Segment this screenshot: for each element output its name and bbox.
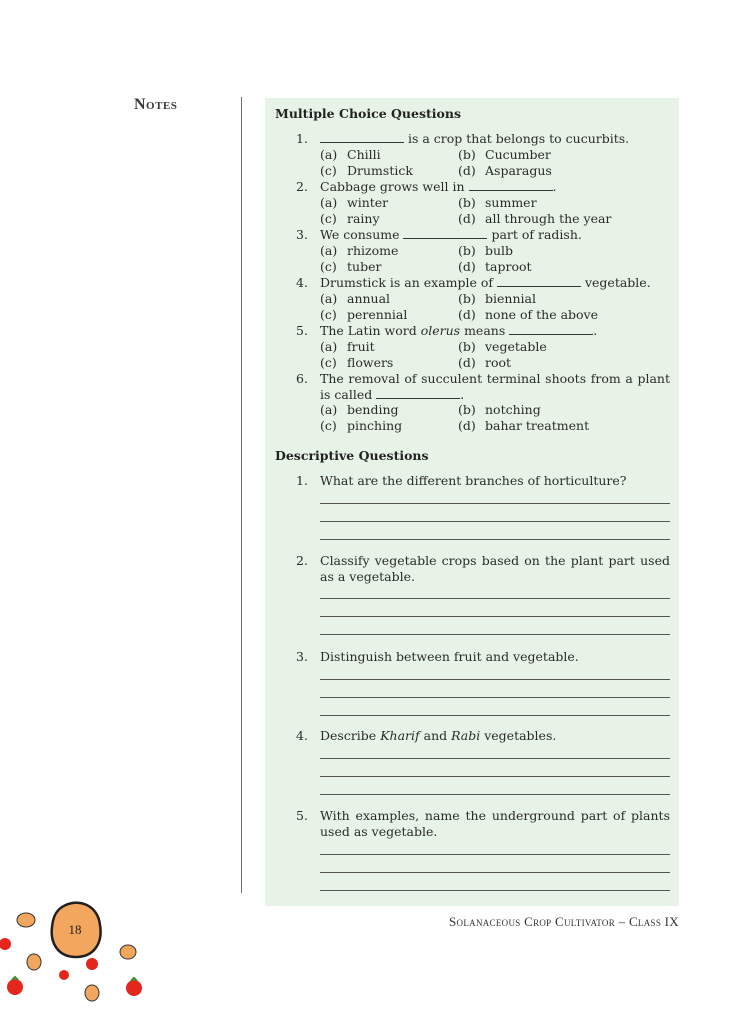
mcq-options-1 [320, 147, 650, 178]
option-b: (b) biennial [458, 291, 536, 306]
question-number: 2. [296, 179, 308, 194]
potato-icon [85, 985, 99, 1001]
question-stem: With examples, name the underground part of plants used as vegetable. [320, 808, 670, 839]
answer-blank [403, 228, 487, 239]
question-number: 5. [296, 323, 308, 338]
option-d: (d) root [458, 354, 512, 370]
desc-question-3 [296, 649, 674, 665]
answer-blank [376, 388, 460, 399]
option-a: (a) fruit [320, 339, 375, 354]
option-d: (d) none of the above [458, 306, 599, 322]
mcq-options-4 [320, 291, 650, 322]
answer-line [320, 503, 670, 504]
page-number: 18 [68, 922, 82, 937]
answer-line [320, 679, 670, 680]
answer-line [320, 872, 670, 873]
option-a: (a) rhizome [320, 243, 399, 258]
mcq-question-2 [296, 179, 674, 195]
desc-question-5 [296, 808, 674, 839]
question-stem: Drumstick is an example of vegetable. [320, 275, 651, 290]
mcq-options-3 [320, 243, 650, 274]
mcq-question-6 [296, 371, 674, 402]
option-b: (b) notching [458, 402, 541, 417]
question-number: 3. [296, 649, 308, 664]
margin-divider [241, 97, 242, 893]
mcq-options-5 [320, 339, 650, 370]
tomato-icon [59, 970, 69, 980]
question-number: 4. [296, 275, 308, 290]
question-number: 2. [296, 553, 308, 568]
answer-line [320, 776, 670, 777]
question-stem: The removal of succulent terminal shoots from a plant is called . [320, 371, 670, 402]
mcq-question-4 [296, 275, 674, 291]
question-number: 3. [296, 227, 308, 242]
option-d: (d) bahar treatment [458, 417, 590, 433]
question-number: 1. [296, 473, 308, 488]
option-a: (a) Chilli [320, 147, 381, 162]
answer-blank [497, 276, 581, 287]
answer-blank [320, 132, 404, 143]
option-d: (d) taproot [458, 258, 532, 274]
option-a: (a) bending [320, 402, 399, 417]
potato-icon [120, 945, 136, 959]
option-c: (c) rainy [320, 210, 380, 226]
option-d: (d) all through the year [458, 210, 612, 226]
option-c: (c) Drumstick [320, 162, 413, 178]
option-c: (c) pinching [320, 417, 403, 433]
answer-line [320, 715, 670, 716]
option-a: (a) winter [320, 195, 389, 210]
option-b: (b) summer [458, 195, 537, 210]
question-number: 5. [296, 808, 308, 823]
option-d: (d) Asparagus [458, 162, 552, 178]
option-c: (c) flowers [320, 354, 394, 370]
tomato-icon [0, 938, 11, 950]
option-b: (b) bulb [458, 243, 514, 258]
mcq-options-2 [320, 195, 650, 226]
answer-line [320, 521, 670, 522]
mcq-question-3 [296, 227, 674, 243]
answer-line [320, 539, 670, 540]
desc-question-2 [296, 553, 674, 584]
question-stem: What are the different branches of horticulture? [320, 473, 627, 488]
answer-line [320, 616, 670, 617]
question-number: 1. [296, 131, 308, 146]
running-footer: Solanaceous Crop Cultivator – Class IX [449, 914, 679, 929]
answer-line [320, 758, 670, 759]
question-stem: Cabbage grows well in . [320, 179, 557, 194]
notes-label: Notes [134, 96, 178, 113]
question-stem: Describe Kharif and Rabi vegetables. [320, 728, 557, 743]
stem-text: is a crop that belongs to cucurbits. [404, 131, 630, 146]
answer-line [320, 634, 670, 635]
tomato-icon [7, 979, 23, 995]
mcq-question-1 [296, 131, 674, 147]
mcq-options-6 [320, 402, 650, 433]
question-stem: Classify vegetable crops based on the plant part used as a vegetable. [320, 553, 670, 584]
tomato-icon [126, 980, 142, 996]
potato-icon [17, 913, 35, 927]
answer-line [320, 854, 670, 855]
question-stem: We consume part of radish. [320, 227, 582, 242]
descriptive-section-title: Descriptive Questions [275, 448, 429, 463]
mcq-section-title: Multiple Choice Questions [275, 106, 461, 121]
question-stem: Distinguish between fruit and vegetable. [320, 649, 579, 664]
question-number: 4. [296, 728, 308, 743]
mcq-question-5 [296, 323, 674, 339]
answer-blank [469, 180, 553, 191]
question-number: 6. [296, 371, 308, 386]
desc-question-1 [296, 473, 674, 489]
answer-line [320, 697, 670, 698]
question-stem [320, 131, 670, 147]
option-b: (b) Cucumber [458, 147, 551, 162]
answer-line [320, 890, 670, 891]
answer-line [320, 794, 670, 795]
option-c: (c) perennial [320, 306, 408, 322]
option-a: (a) annual [320, 291, 391, 306]
tomato-icon [86, 958, 98, 970]
desc-question-4 [296, 728, 674, 744]
question-stem: The Latin word olerus means . [320, 323, 598, 338]
option-b: (b) vegetable [458, 339, 547, 354]
option-c: (c) tuber [320, 258, 382, 274]
vegetable-decoration [0, 895, 160, 1024]
answer-blank [509, 324, 593, 335]
potato-icon [27, 954, 41, 970]
answer-line [320, 598, 670, 599]
